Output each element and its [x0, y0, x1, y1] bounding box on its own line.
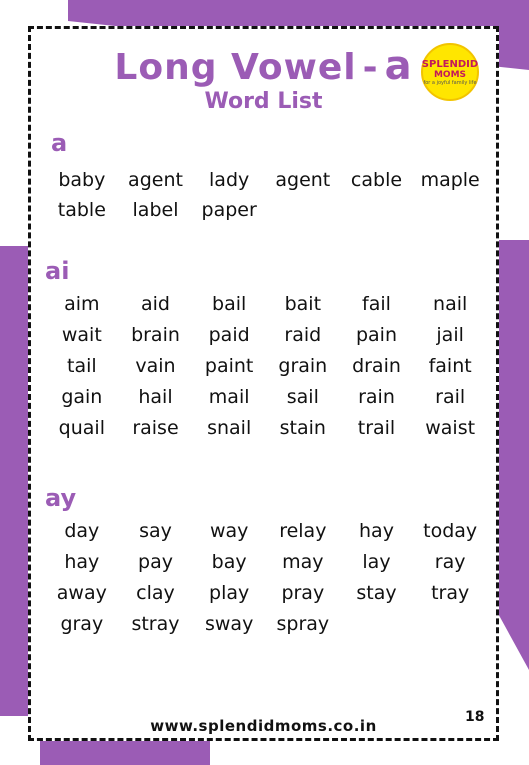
word-cell: jail [436, 324, 464, 346]
word-cell: tail [67, 355, 97, 377]
word-cell: away [56, 582, 107, 604]
logo-line1: SPLENDID [421, 58, 479, 70]
word-cell [340, 613, 414, 644]
word-cell: bay [211, 551, 247, 573]
word-cell: wait [61, 324, 102, 346]
word-cell: waist [425, 417, 476, 439]
word-cell: bail [212, 293, 247, 315]
word-cell: pray [281, 582, 325, 604]
decor-bottom-band [40, 740, 210, 765]
title-letter: a [384, 43, 413, 89]
word-cell: aim [64, 293, 100, 315]
word-cell: maple [420, 169, 480, 191]
word-cell: raise [132, 417, 179, 439]
word-cell: lay [362, 551, 391, 573]
word-cell: may [282, 551, 324, 573]
word-cell: rail [435, 386, 466, 408]
title-separator: - [362, 47, 379, 88]
word-cell: label [132, 199, 179, 221]
word-cell: drain [352, 355, 401, 377]
word-cell: raid [284, 324, 322, 346]
word-cell: stay [356, 582, 397, 604]
word-cell: fail [362, 293, 391, 315]
word-cell: relay [279, 520, 327, 542]
word-cell: lady [209, 169, 250, 191]
word-cell: paid [208, 324, 250, 346]
word-cell: snail [207, 417, 252, 439]
word-cell: paint [204, 355, 254, 377]
section-heading-a: a [51, 129, 68, 157]
word-cell: hail [138, 386, 173, 408]
word-cell: clay [136, 582, 175, 604]
page-number: 18 [465, 709, 485, 725]
word-cell: today [423, 520, 478, 542]
word-cell: vain [135, 355, 176, 377]
word-grid-ay [45, 520, 487, 644]
word-cell: trail [357, 417, 396, 439]
word-cell: stray [131, 613, 180, 635]
word-cell: tray [431, 582, 470, 604]
word-cell: cable [350, 169, 403, 191]
splendid-moms-logo [421, 43, 479, 101]
word-cell: aid [141, 293, 170, 315]
word-cell: baby [58, 169, 106, 191]
word-cell: table [57, 199, 106, 221]
word-cell [413, 199, 487, 229]
word-cell: mail [208, 386, 250, 408]
word-cell: gain [61, 386, 103, 408]
word-grid-ai [45, 293, 487, 448]
word-cell: say [139, 520, 172, 542]
logo-tagline: for a joyful family life [423, 79, 477, 86]
word-cell: day [64, 520, 100, 542]
word-cell: pain [355, 324, 397, 346]
word-cell: quail [58, 417, 105, 439]
word-cell: sail [286, 386, 319, 408]
word-cell: faint [428, 355, 472, 377]
word-cell [340, 199, 414, 229]
word-cell: spray [276, 613, 330, 635]
word-cell: hay [359, 520, 394, 542]
word-cell: brain [131, 324, 180, 346]
word-cell: sway [204, 613, 254, 635]
word-cell: play [209, 582, 250, 604]
title-part1: Long Vowel [114, 47, 357, 88]
word-cell [413, 613, 487, 644]
section-heading-ai: ai [45, 257, 70, 285]
word-cell: agent [128, 169, 183, 191]
word-cell: hay [64, 551, 100, 573]
word-cell: paper [201, 199, 257, 221]
word-cell [266, 199, 340, 229]
word-cell: ray [434, 551, 466, 573]
word-cell: way [209, 520, 249, 542]
word-cell: rain [358, 386, 395, 408]
logo-line2: MOMS [433, 69, 467, 80]
worksheet-card [28, 26, 499, 741]
word-cell: nail [433, 293, 468, 315]
word-cell: pay [138, 551, 173, 573]
section-heading-ay: ay [45, 484, 77, 512]
word-cell: agent [275, 169, 331, 191]
word-cell: gray [60, 613, 104, 635]
page-subtitle: Word List [204, 89, 323, 114]
word-cell: grain [278, 355, 328, 377]
word-cell: stain [279, 417, 326, 439]
footer-url: www.splendidmoms.co.in [150, 717, 377, 735]
word-grid-a [45, 169, 487, 229]
word-cell: bait [284, 293, 322, 315]
